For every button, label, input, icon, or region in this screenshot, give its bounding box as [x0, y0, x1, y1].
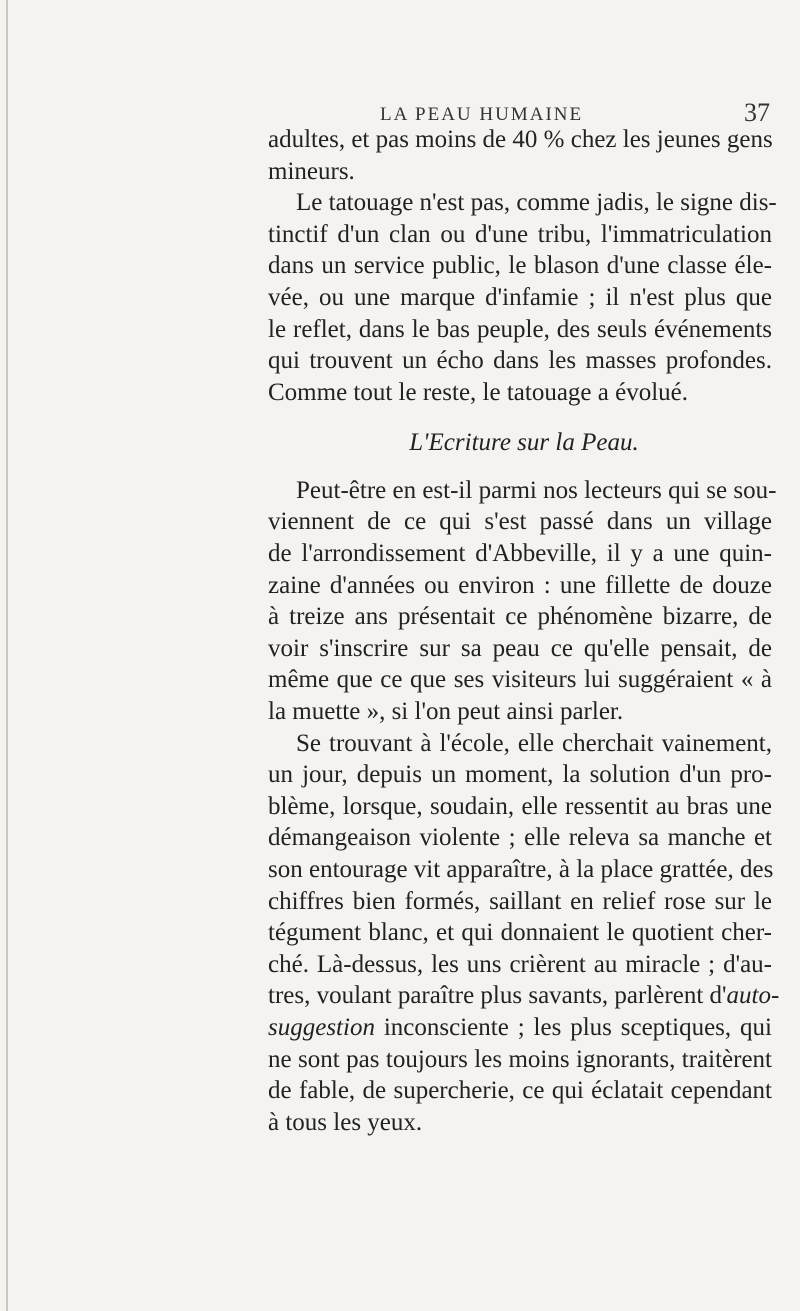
- text-line: Peut-être en est-il parmi nos lecteurs qui se sou-: [296, 477, 777, 504]
- text-line: ché. Là-dessus, les uns crièrent au miracle ; d'au-: [268, 951, 772, 978]
- text-line: ne sont pas toujours les moins ignorants, traitèrent: [268, 1046, 772, 1073]
- text-line: qui trouvent un écho dans les masses profondes.: [268, 347, 772, 374]
- text-span: tres, voulant paraître plus savants, parlèrent d': [268, 982, 727, 1009]
- text-line: le reflet, dans le bas peuple, des seuls événements: [268, 316, 772, 343]
- text-line: chiffres bien formés, saillant en relief rose sur le: [268, 888, 772, 915]
- page-number: 37: [744, 98, 770, 127]
- text-span: inconsciente ; les plus sceptiques, qui: [374, 1014, 772, 1041]
- text-line: un jour, depuis un moment, la solution d'un pro-: [268, 761, 772, 788]
- text-line: adultes, et pas moins de 40 % chez les jeunes gens: [268, 126, 773, 153]
- text-line: tinctif d'un clan ou d'une tribu, l'immatriculation: [268, 221, 772, 248]
- text-line: à tous les yeux.: [268, 1109, 423, 1136]
- text-line: tégument blanc, et qui donnaient le quotient cher-: [268, 919, 772, 946]
- text-line: la muette », si l'on peut ainsi parler.: [268, 698, 624, 725]
- text-line: [268, 980, 780, 1011]
- text-line: de fable, de supercherie, ce qui éclatait cependant: [268, 1077, 772, 1104]
- text-line: son entourage vit apparaître, à la place grattée, des: [268, 856, 774, 883]
- section-heading: L'Ecriture sur la Peau.: [409, 429, 639, 456]
- italic-term: auto-: [726, 982, 780, 1009]
- text-line: démangeaison violente ; elle releva sa manche et: [268, 824, 772, 851]
- text-line: à treize ans présentait ce phénomène bizarre, de: [268, 603, 772, 630]
- text-line: même que ce que ses visiteurs lui suggéraient « à: [268, 666, 772, 693]
- text-line: vée, ou une marque d'infamie ; il n'est plus que: [268, 284, 772, 311]
- text-line: viennent de ce qui s'est passé dans un village: [268, 508, 772, 535]
- text-line: de l'arrondissement d'Abbeville, il y a une quin-: [268, 540, 772, 567]
- text-line: zaine d'années ou environ : une fillette de douze: [268, 572, 772, 599]
- page-edge-shadow: [6, 0, 8, 1311]
- text-line: [268, 1012, 772, 1043]
- running-title: LA PEAU HUMAINE: [380, 104, 584, 125]
- text-line: blème, lorsque, soudain, elle ressentit au bras une: [268, 793, 772, 820]
- italic-term: suggestion: [268, 1014, 375, 1041]
- text-line: mineurs.: [268, 158, 355, 185]
- text-line: voir s'inscrire sur sa peau ce qu'elle pensait, de: [268, 635, 772, 662]
- text-line: dans un service public, le blason d'une classe éle-: [268, 252, 772, 279]
- text-line: Le tatouage n'est pas, comme jadis, le signe dis-: [296, 189, 777, 216]
- text-line: Comme tout le reste, le tatouage a évolué.: [268, 379, 688, 406]
- text-line: Se trouvant à l'école, elle cherchait vainement,: [296, 730, 772, 757]
